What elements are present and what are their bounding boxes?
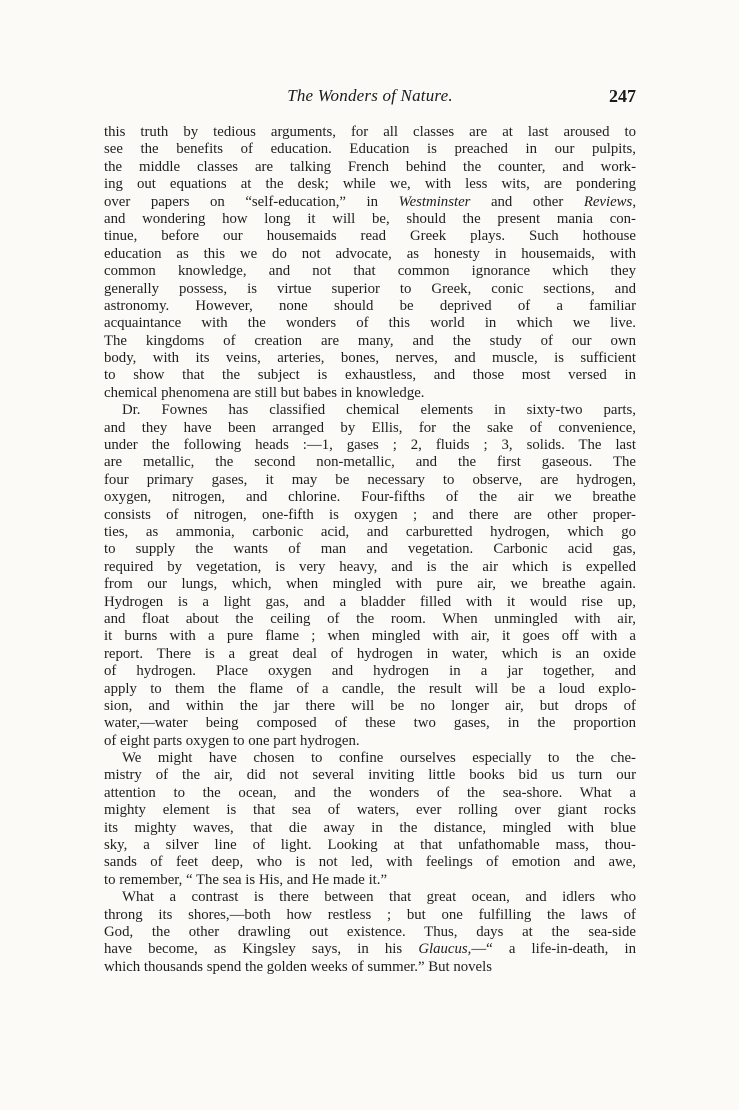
page-header bbox=[104, 86, 636, 112]
text-line: which thousands spend the golden weeks of summer.” But novels bbox=[104, 958, 492, 975]
text-line: under the following heads :—1, gases ; 2, fluids ; 3, solids. The last bbox=[104, 437, 636, 454]
text-line: over papers on “self-education,” in Westminster and other Reviews, bbox=[104, 193, 637, 210]
text-line: generally possess, is virtue superior to Greek, conic sections, and bbox=[104, 280, 636, 297]
text-line: mistry of the air, did not several inviting little books bid us turn our bbox=[104, 767, 636, 784]
text-line: attention to the ocean, and the wonders of the sea-shore. What a bbox=[104, 784, 636, 801]
text-line: God, the other drawling out existence. Thus, days at the sea-side bbox=[104, 923, 636, 940]
text-line: to supply the wants of man and vegetation. Carbonic acid gas, bbox=[104, 541, 636, 558]
text-line: sky, a silver line of light. Looking at that unfathomable mass, thou- bbox=[104, 837, 636, 854]
paragraph bbox=[104, 124, 636, 402]
text-line: of hydrogen. Place oxygen and hydrogen in a jar together, and bbox=[104, 663, 636, 680]
paragraph bbox=[104, 889, 636, 976]
text-line: see the benefits of education. Education is preached in our pulpits, bbox=[104, 141, 636, 158]
text-line: We might have chosen to confine ourselves especially to the che- bbox=[122, 750, 636, 767]
text-line: its mighty waves, that die away in the distance, mingled with blue bbox=[104, 819, 636, 836]
text-line: consists of nitrogen, one-fifth is oxygen ; and there are other proper- bbox=[104, 506, 636, 523]
text-line: acquaintance with the wonders of this world in which we live. bbox=[104, 315, 636, 332]
text-line: throng its shores,—both how restless ; but one fulfilling the laws of bbox=[104, 906, 636, 923]
page-number: 247 bbox=[609, 86, 636, 106]
body-text bbox=[104, 124, 636, 976]
text-line: Hydrogen is a light gas, and a bladder filled with it would rise up, bbox=[104, 593, 636, 610]
text-line: this truth by tedious arguments, for all classes are at last aroused to bbox=[104, 124, 636, 140]
text-line: apply to them the flame of a candle, the result will be a loud explo- bbox=[104, 680, 636, 697]
italic-term: Westminster bbox=[398, 193, 471, 210]
text-line: and wondering how long it will be, should the present mania con- bbox=[104, 210, 636, 227]
text-line: sion, and within the jar there will be no longer air, but drops of bbox=[104, 697, 636, 714]
text-line: ties, as ammonia, carbonic acid, and carburetted hydrogen, which go bbox=[104, 523, 636, 540]
text-line: Dr. Fownes has classified chemical elements in sixty-two parts, bbox=[122, 402, 636, 419]
text-line: oxygen, nitrogen, and chlorine. Four-fifths of the air we breathe bbox=[104, 489, 636, 506]
text-line: mighty element is that sea of waters, ever rolling over giant rocks bbox=[104, 802, 636, 819]
text-line: The kingdoms of creation are many, and the study of our own bbox=[104, 332, 636, 349]
text-line: required by vegetation, is very heavy, and is the air which is expelled bbox=[104, 558, 636, 575]
text-line: it burns with a pure flame ; when mingled with air, it goes off with a bbox=[104, 628, 636, 645]
text-line: are metallic, the second non-metallic, and the first gaseous. The bbox=[104, 454, 636, 471]
text-line: report. There is a great deal of hydrogen in water, which is an oxide bbox=[104, 645, 636, 662]
text-line: common knowledge, and not that common ignorance which they bbox=[104, 263, 636, 280]
italic-term: Glaucus bbox=[418, 941, 468, 958]
running-title: The Wonders of Nature. bbox=[287, 86, 453, 105]
text-line: chemical phenomena are still but babes in knowledge. bbox=[104, 384, 425, 401]
text-line: astronomy. However, none should be deprived of a familiar bbox=[104, 297, 636, 314]
text-line: of eight parts oxygen to one part hydrogen. bbox=[104, 732, 360, 749]
italic-term: Reviews bbox=[583, 193, 633, 210]
text-line: ing out equations at the desk; while we, with less wits, are pondering bbox=[104, 176, 636, 193]
text-line: sands of feet deep, who is not led, with feelings of emotion and awe, bbox=[104, 854, 636, 871]
text-line: four primary gases, it may be necessary to observe, are hydrogen, bbox=[104, 471, 636, 488]
paragraph bbox=[104, 750, 636, 889]
text-line: the middle classes are talking French behind the counter, and work- bbox=[104, 158, 636, 175]
text-line: have become, as Kingsley says, in his Glaucus,—“ a life-in-death, in bbox=[104, 941, 637, 958]
paragraph bbox=[104, 402, 636, 750]
text-line: water,—water being composed of these two gases, in the proportion bbox=[104, 715, 636, 732]
text-line: and float about the ceiling of the room. When unmingled with air, bbox=[104, 610, 636, 627]
text-line: to show that the subject is exhaustless, and those most versed in bbox=[104, 367, 636, 384]
text-line: tinue, before our housemaids read Greek plays. Such hothouse bbox=[104, 228, 636, 245]
text-line: to remember, “ The sea is His, and He made it.” bbox=[104, 871, 388, 888]
text-line: and they have been arranged by Ellis, for the sake of convenience, bbox=[104, 419, 636, 436]
text-line: body, with its veins, arteries, bones, nerves, and muscle, is sufficient bbox=[104, 350, 636, 367]
text-line: What a contrast is there between that great ocean, and idlers who bbox=[122, 889, 636, 906]
text-line: education as this we do not advocate, as honesty in housemaids, with bbox=[104, 245, 636, 262]
text-line: from our lungs, which, when mingled with pure air, we breathe again. bbox=[104, 576, 636, 593]
